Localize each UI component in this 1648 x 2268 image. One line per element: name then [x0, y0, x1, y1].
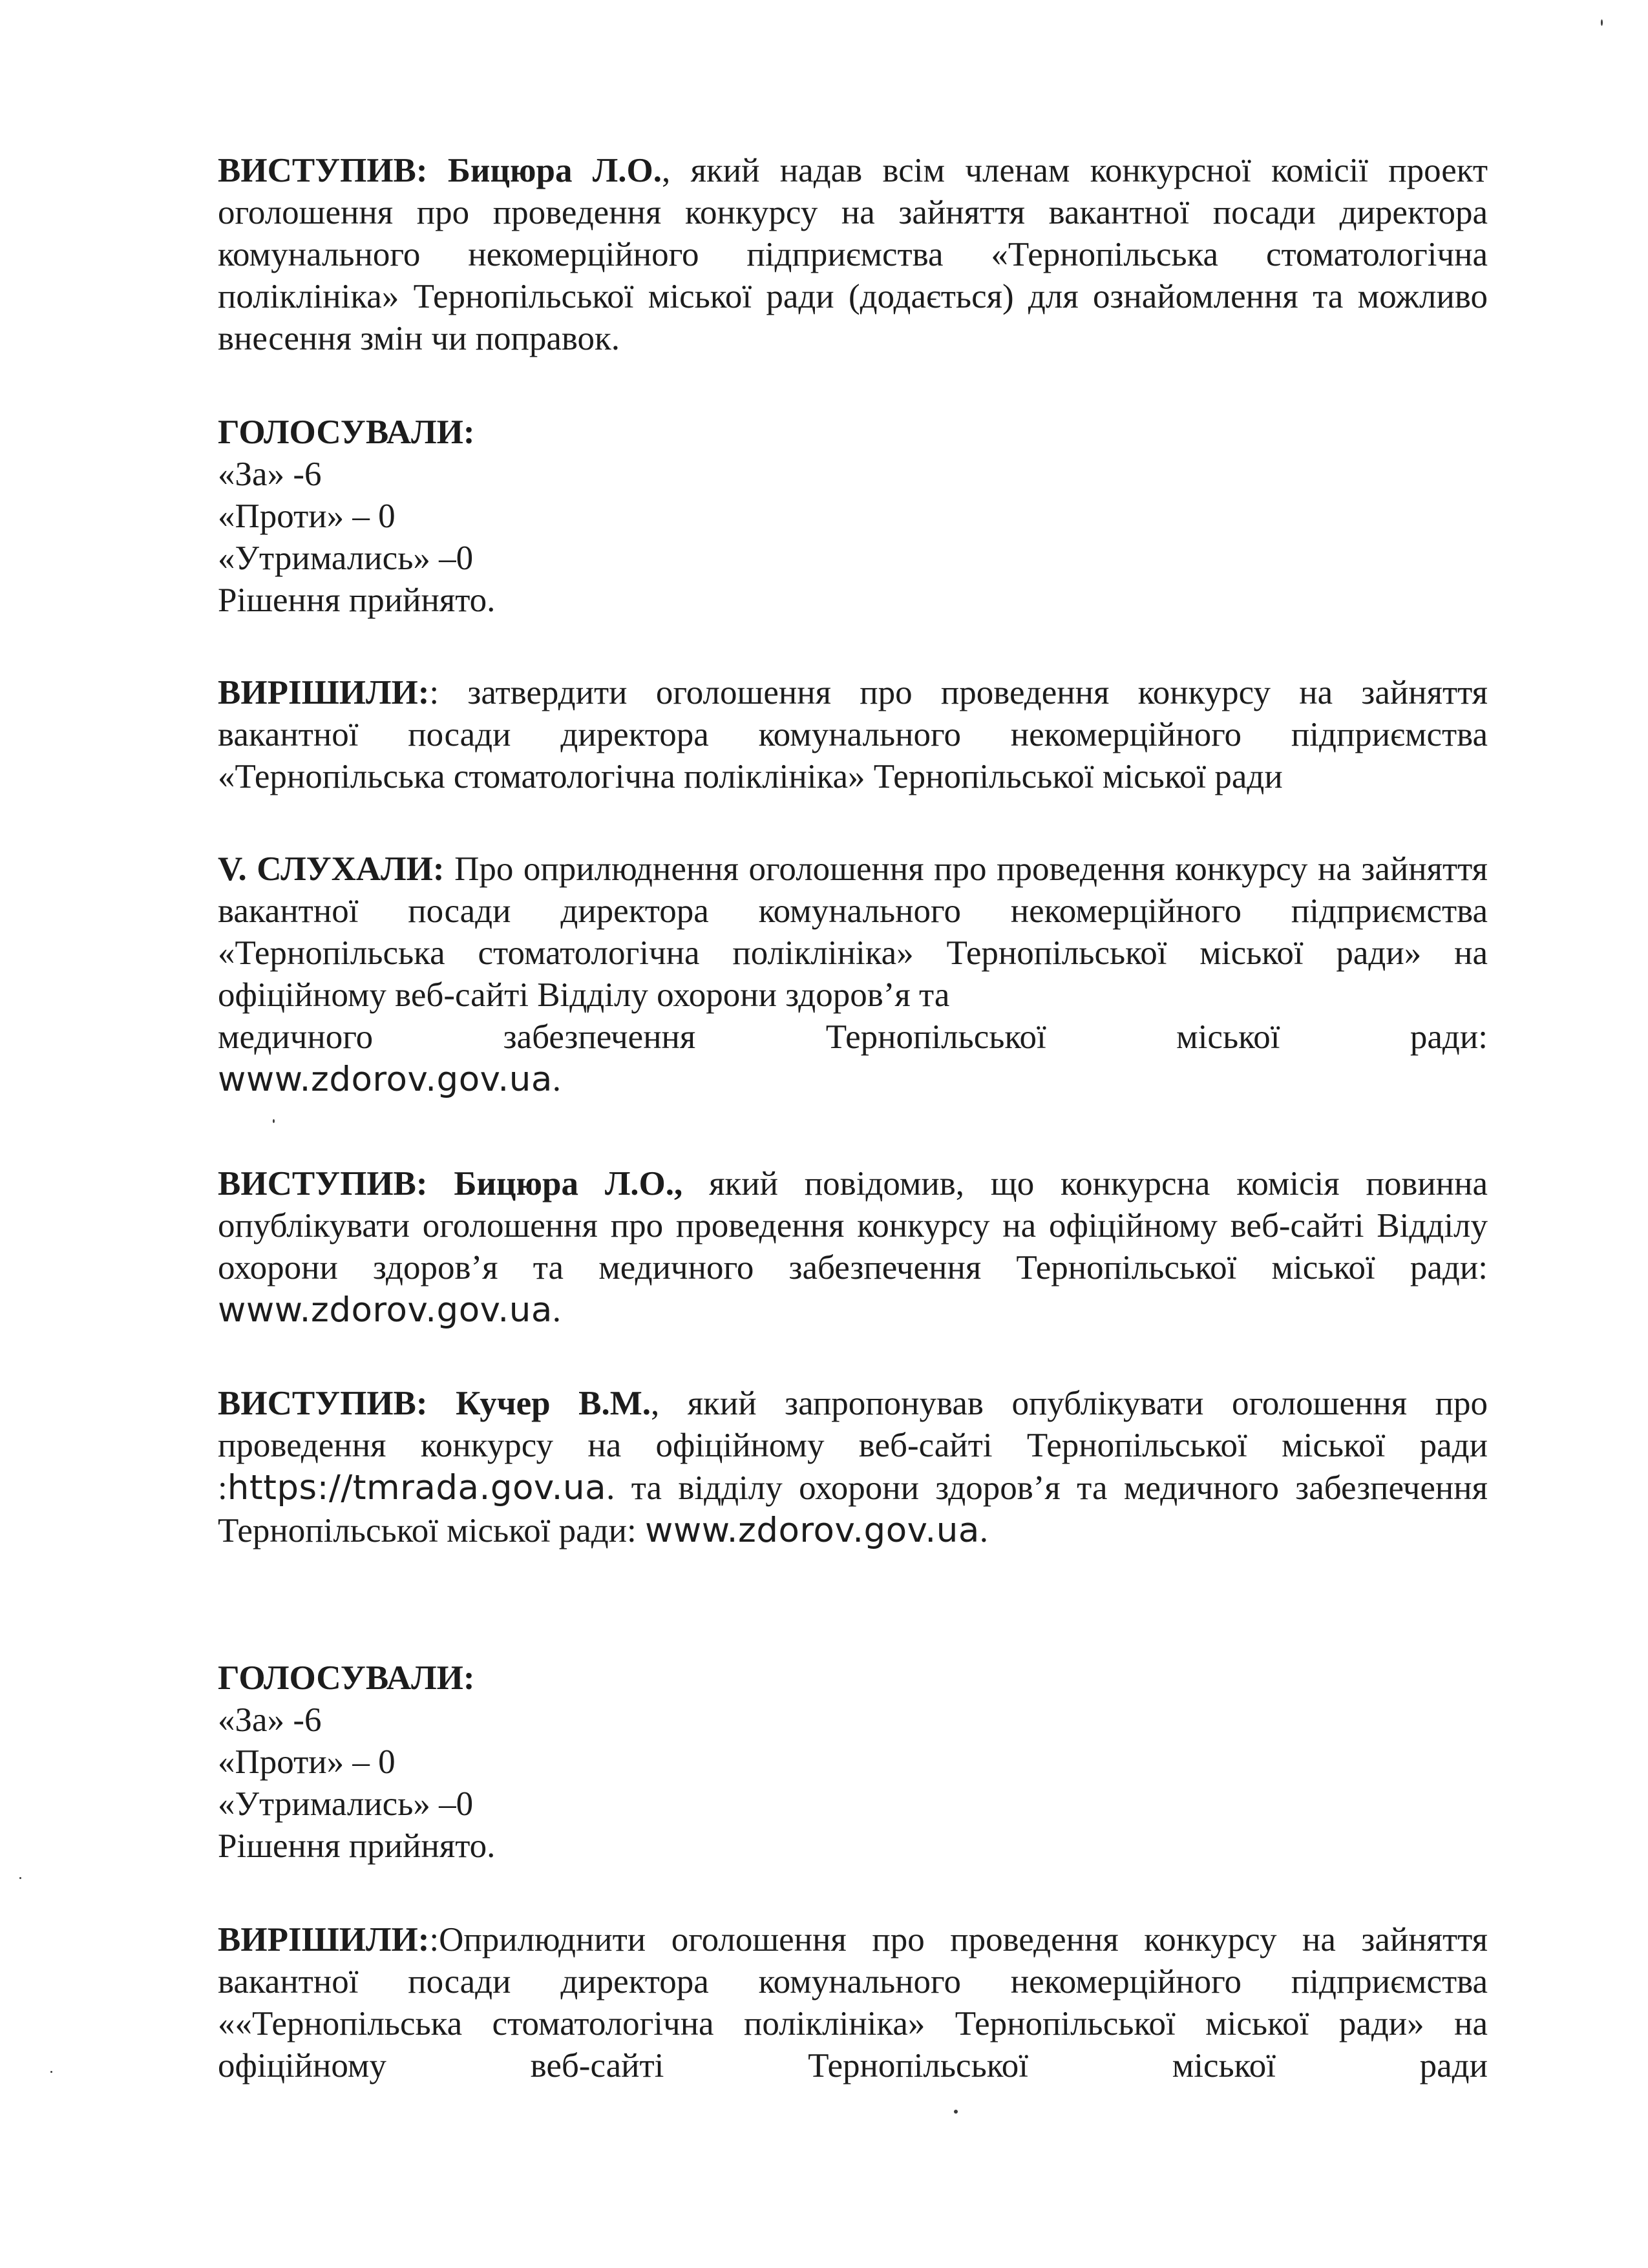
url-suffix: . [552, 1292, 562, 1329]
url-suffix: . [979, 1512, 989, 1549]
scan-speck [954, 2110, 958, 2114]
speaker-label: ВИСТУПИВ: Бицюра Л.О. [218, 152, 662, 189]
hearing-word: забезпечення [503, 1018, 696, 1056]
website-url: www.zdorov.gov.ua [218, 1290, 553, 1330]
speech-text [218, 1163, 1488, 1332]
council-website-url: https://tmrada.gov.ua [227, 1468, 607, 1507]
vote-result: Рішення прийнято. [218, 582, 496, 619]
decision-text [218, 1919, 1488, 2087]
speech-paragraph-2 [218, 1163, 1488, 1332]
vote-heading: ГОЛОСУВАЛИ: [218, 1659, 475, 1697]
decision-paragraph-2 [218, 1919, 1488, 2087]
vote-against: «Проти» – 0 [218, 498, 396, 535]
scan-speck [50, 2071, 52, 2073]
hearing-word: міської [1176, 1018, 1280, 1056]
decision-body: :Оприлюднити оголошення про проведення конкурсу на зайняття вакантної посади директора комунального некомерційного підприємства ««Тернопільська стоматологічна поліклініка» Тернопільської міської ради» на офіційному веб-сайті Тернопільської міської ради [218, 1921, 1488, 2084]
speech-body-continued: . та відділу охорони здоров’я та медичного забезпечення Тернопільської міської ради: [218, 1469, 1488, 1549]
vote-against: «Проти» – 0 [218, 1743, 396, 1781]
url-prefix: : [218, 1469, 227, 1507]
speaker-label: ВИСТУПИВ: Кучер В.М. [218, 1385, 651, 1422]
vote-block-2 [218, 1657, 1488, 1867]
decision-label: ВИРІШИЛИ: [218, 674, 430, 711]
website-url: www.zdorov.gov.ua [218, 1060, 553, 1099]
vote-abstained: «Утримались» –0 [218, 1785, 474, 1823]
website-url: www.zdorov.gov.ua [645, 1511, 980, 1550]
scan-speck [19, 1877, 21, 1879]
scan-speck [273, 1119, 275, 1123]
decision-label: ВИРІШИЛИ: [218, 1921, 430, 1958]
vote-for: «За» -6 [218, 1701, 322, 1739]
speaker-label: ВИСТУПИВ: Бицюра Л.О., [218, 1165, 683, 1202]
scan-speck [1601, 19, 1603, 26]
hearing-word: медичного [218, 1018, 374, 1056]
vote-result: Рішення прийнято. [218, 1827, 496, 1865]
vote-for: «За» -6 [218, 456, 322, 493]
vote-abstained: «Утримались» –0 [218, 540, 474, 577]
hearing-url-line [218, 1058, 1488, 1101]
hearing-paragraph-5 [218, 848, 1488, 1101]
hearing-word: ради: [1410, 1018, 1488, 1056]
decision-paragraph-1 [218, 672, 1488, 798]
url-suffix: . [552, 1061, 562, 1098]
decision-body: : затвердити оголошення про проведення конкурсу на зайняття вакантної посади директора комунального некомерційного підприємства «Тернопільська стоматологічна поліклініка» Тернопільської міської ради [218, 674, 1488, 795]
vote-block-1 [218, 412, 1488, 622]
hearing-word: Тернопільської [825, 1018, 1046, 1056]
hearing-text [218, 848, 1488, 1016]
hearing-last-line [218, 1016, 1488, 1058]
speech-body: , який запропонував опублікувати оголошення про проведення конкурсу на офіційному веб-сайті Тернопільської міської ради [218, 1385, 1488, 1464]
speech-paragraph-1 [218, 150, 1488, 360]
hearing-body: Про оприлюднення оголошення про проведення конкурсу на зайняття вакантної посади директора комунального некомерційного підприємства «Тернопільська стоматологічна поліклініка» Тернопільської міської ради» на офіційному веб-сайті Відділу охорони здоров’я та [218, 850, 1488, 1014]
decision-text [218, 672, 1488, 798]
speech-paragraph-3 [218, 1383, 1488, 1552]
vote-heading: ГОЛОСУВАЛИ: [218, 414, 475, 451]
speech-body: , який надав всім членам конкурсної комісії проект оголошення про проведення конкурсу на зайняття вакантної посади директора комунального некомерційного підприємства «Тернопільська стоматологічна поліклініка» Тернопільської міської ради (додається) для ознайомлення та можливо внесення змін чи поправок. [218, 152, 1488, 357]
speech-text [218, 150, 1488, 360]
speech-text [218, 1383, 1488, 1552]
hearing-label: V. СЛУХАЛИ: [218, 850, 445, 888]
speech-body: який повідомив, що конкурсна комісія повинна опублікувати оголошення про проведення конкурсу на офіційному веб-сайті Відділу охорони здоров’я та медичного забезпечення Тернопільської міської ради: [218, 1165, 1488, 1286]
